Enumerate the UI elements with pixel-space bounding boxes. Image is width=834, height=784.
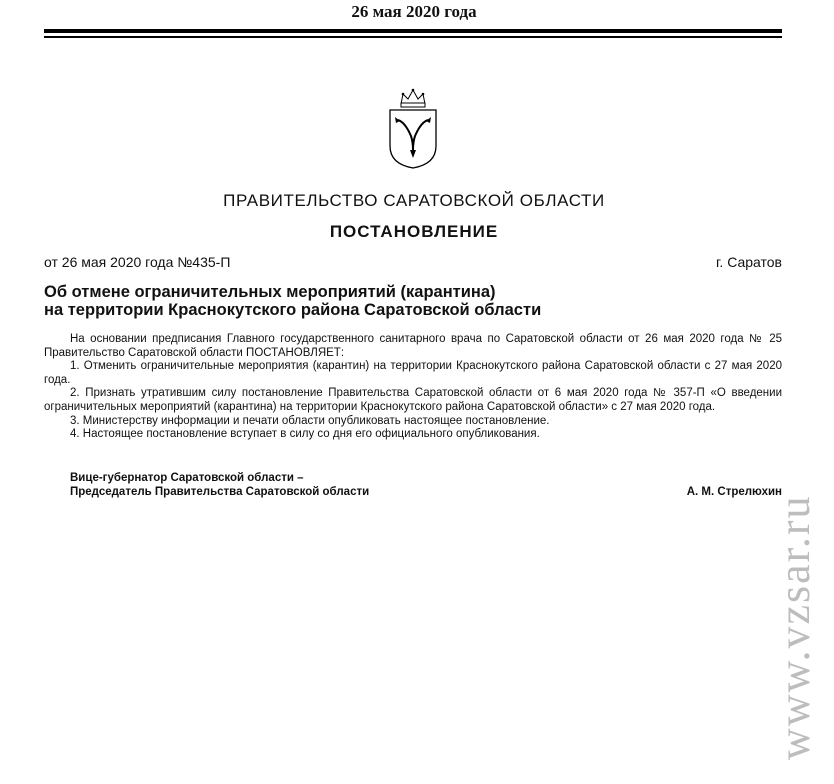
header-rule-thick xyxy=(44,29,782,33)
signatory-position-line: Председатель Правительства Саратовской области xyxy=(70,486,370,498)
site-watermark: www.vzsar.ru xyxy=(770,494,819,760)
body-paragraph: 3. Министерству информации и печати области опубликовать настоящее постановление. xyxy=(70,414,550,427)
document-title-line: Об отмене ограничительных мероприятий (карантина) xyxy=(44,283,496,301)
signatory-position xyxy=(70,471,369,499)
body-paragraph: 1. Отменить ограничительные мероприятия (карантин) на территории Краснокутского района Саратовской области с 27 мая 2020 года. xyxy=(44,360,782,386)
body-paragraph: На основании предписания Главного государственного санитарного врача по Саратовской области от 26 мая 2020 года № 25 Правительство Саратовской области ПОСТАНОВЛЯЕТ: xyxy=(44,333,782,359)
issue-date: 26 мая 2020 года xyxy=(351,2,477,21)
document-title-line: на территории Краснокутского района Саратовской области xyxy=(44,301,542,319)
document-type: ПОСТАНОВЛЕНИЕ xyxy=(329,222,499,241)
body-paragraph: 4. Настоящее постановление вступает в силу со дня его официального опубликования. xyxy=(70,428,540,441)
document-body xyxy=(44,333,782,442)
government-title: ПРАВИТЕЛЬСТВО САРАТОВСКОЙ ОБЛАСТИ xyxy=(223,191,605,210)
signatory-position-line: Вице-губернатор Саратовской области – xyxy=(70,472,304,484)
saratov-coat-of-arms-icon xyxy=(383,84,443,170)
header-rule-thin xyxy=(44,36,782,38)
document-title xyxy=(44,283,784,319)
document-date-number: от 26 мая 2020 года №435-П xyxy=(44,254,231,270)
document-city: г. Саратов xyxy=(716,254,782,270)
body-paragraph: 2. Признать утратившим силу постановление Правительства Саратовской области от 6 мая 2020 года № 357-П «О введении ограничительных мероприятий (карантина) на территории Краснокутского района Саратовской области» с 27 мая 2020 года. xyxy=(44,387,782,413)
signatory-name: А. М. Стрелюхин xyxy=(686,486,782,498)
